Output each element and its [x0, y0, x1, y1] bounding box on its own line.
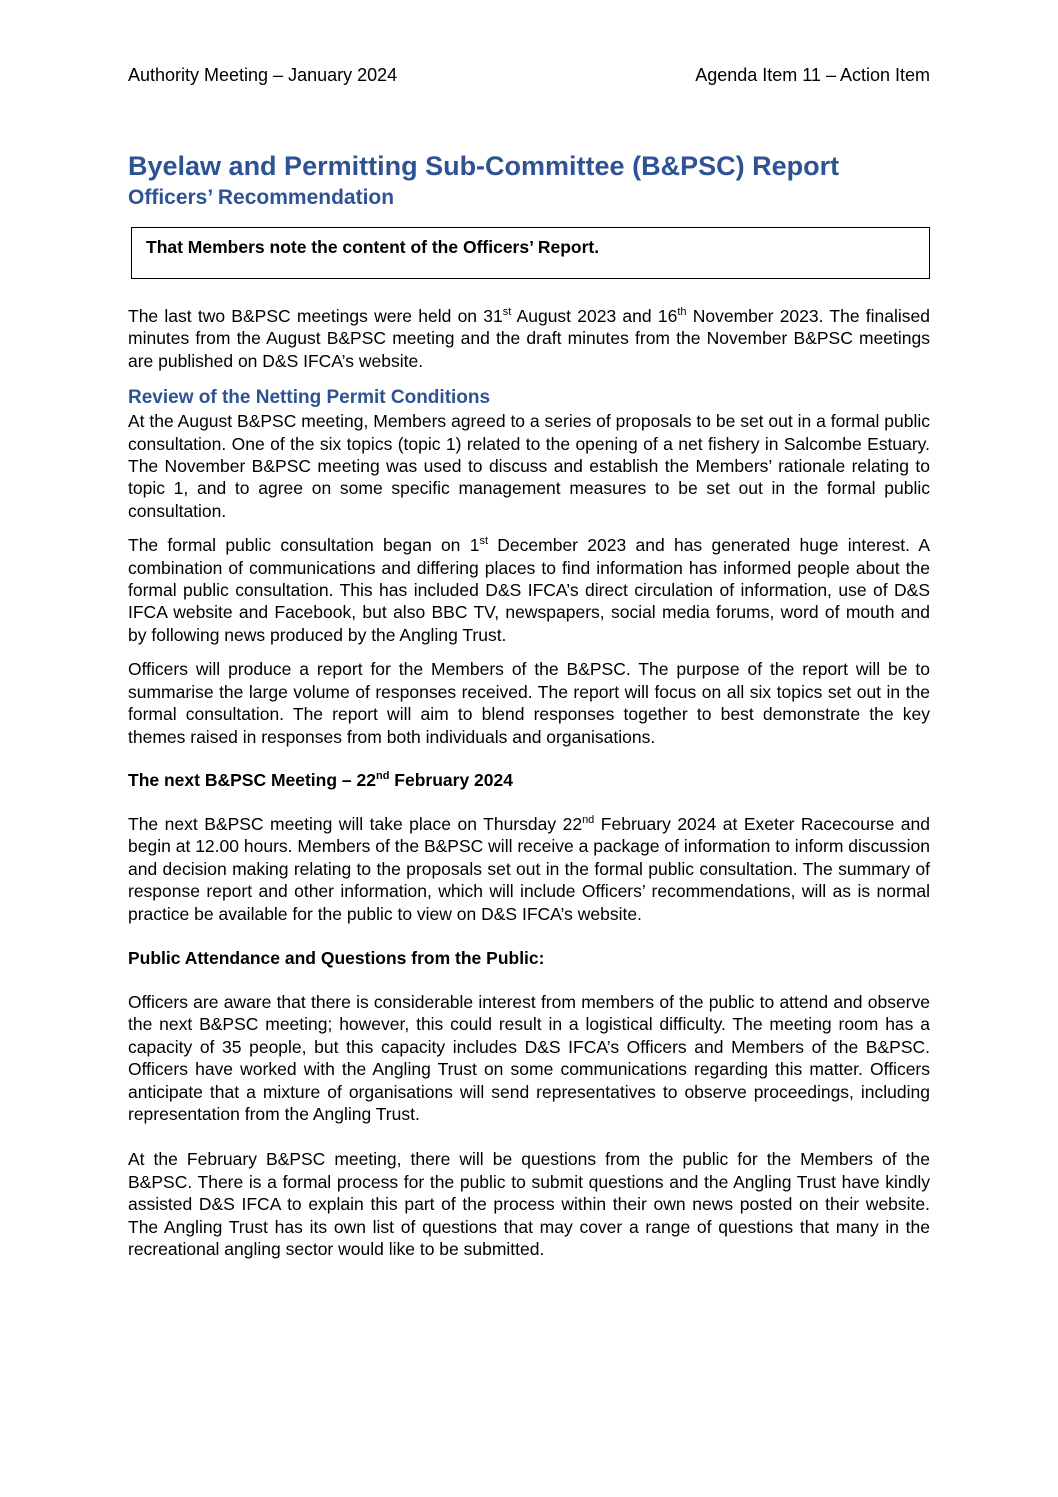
report-subtitle: Officers’ Recommendation [128, 186, 395, 209]
next-meeting-paragraph: The next B&PSC meeting will take place on Thursday 22nd February 2024 at Exeter Racecourse and begin at 12.00 hours. Members of the B&PSC will receive a package of information to inform discussion and decision making relating to the proposals set out in the formal public consultation. The summary of response report and other information, which will include Officers’ recommendations, will as is normal practice be available for the public to view on D&S IFCA’s website. [128, 813, 930, 924]
section-heading-netting: Review of the Netting Permit Conditions [128, 387, 491, 409]
netting-paragraph-1: At the August B&PSC meeting, Members agreed to a series of proposals to be set out in a formal public consultation. One of the six topics (topic 1) related to the opening of a net fishery in Salcombe Estuary. The November B&PSC meeting was used to discuss and establish the Members’ rationale relating to topic 1, and to agree on some specific management measures to be set out in the formal public consultation. [128, 411, 930, 521]
intro-paragraph: The last two B&PSC meetings were held on 31st August 2023 and 16th November 2023. The finalised minutes from the August B&PSC meeting and the draft minutes from the November B&PSC meetings are published on D&S IFCA’s website. [128, 306, 930, 371]
page-header [128, 64, 930, 86]
section-heading-next-meeting: The next B&PSC Meeting – 22nd February 2024 [128, 769, 513, 790]
header-agenda-item: Agenda Item 11 – Action Item [695, 65, 930, 85]
report-content [128, 150, 930, 1260]
netting-paragraph-2: The formal public consultation began on 1st December 2023 and has generated huge interest. A combination of communications and differing places to find information has informed people about the formal public consultation. This has included D&S IFCA’s direct circulation of information, use of D&S IFCA website and Facebook, but also BBC TV, newspapers, social media forums, word of mouth and by following news produced by the Angling Trust. [128, 535, 931, 645]
header-meeting: Authority Meeting – January 2024 [128, 65, 398, 85]
public-attendance-paragraph-2: At the February B&PSC meeting, there will be questions from the public for the Members of the B&PSC. There is a formal process for the public to submit questions and the Angling Trust have kindly assisted D&S IFCA to explain this part of the process within their own news posted on their website. The Angling Trust has its own list of questions that may cover a range of questions that many in the recreational angling sector would like to be submitted. [128, 1149, 930, 1259]
section-heading-public-attendance: Public Attendance and Questions from the Public: [128, 947, 545, 968]
report-title: Byelaw and Permitting Sub-Committee (B&PSC) Report [128, 151, 840, 181]
netting-paragraph-3: Officers will produce a report for the Members of the B&PSC. The purpose of the report will be to summarise the large volume of responses received. The report will focus on all six topics set out in the formal consultation. The report will aim to blend responses together to best demonstrate the key themes raised in responses from both individuals and organisations. [128, 659, 930, 747]
public-attendance-paragraph-1: Officers are aware that there is considerable interest from members of the public to attend and observe the next B&PSC meeting; however, this could result in a logistical difficulty. The meeting room has a capacity of 35 people, but this capacity includes D&S IFCA’s Officers and Members of the B&PSC. Officers have worked with the Angling Trust on some communications regarding this matter. Officers anticipate that a mixture of organisations will send representatives to observe proceedings, including representation from the Angling Trust. [128, 991, 930, 1124]
recommendation-box [131, 227, 930, 279]
recommendation-text: That Members note the content of the Officers’ Report. [146, 237, 600, 257]
